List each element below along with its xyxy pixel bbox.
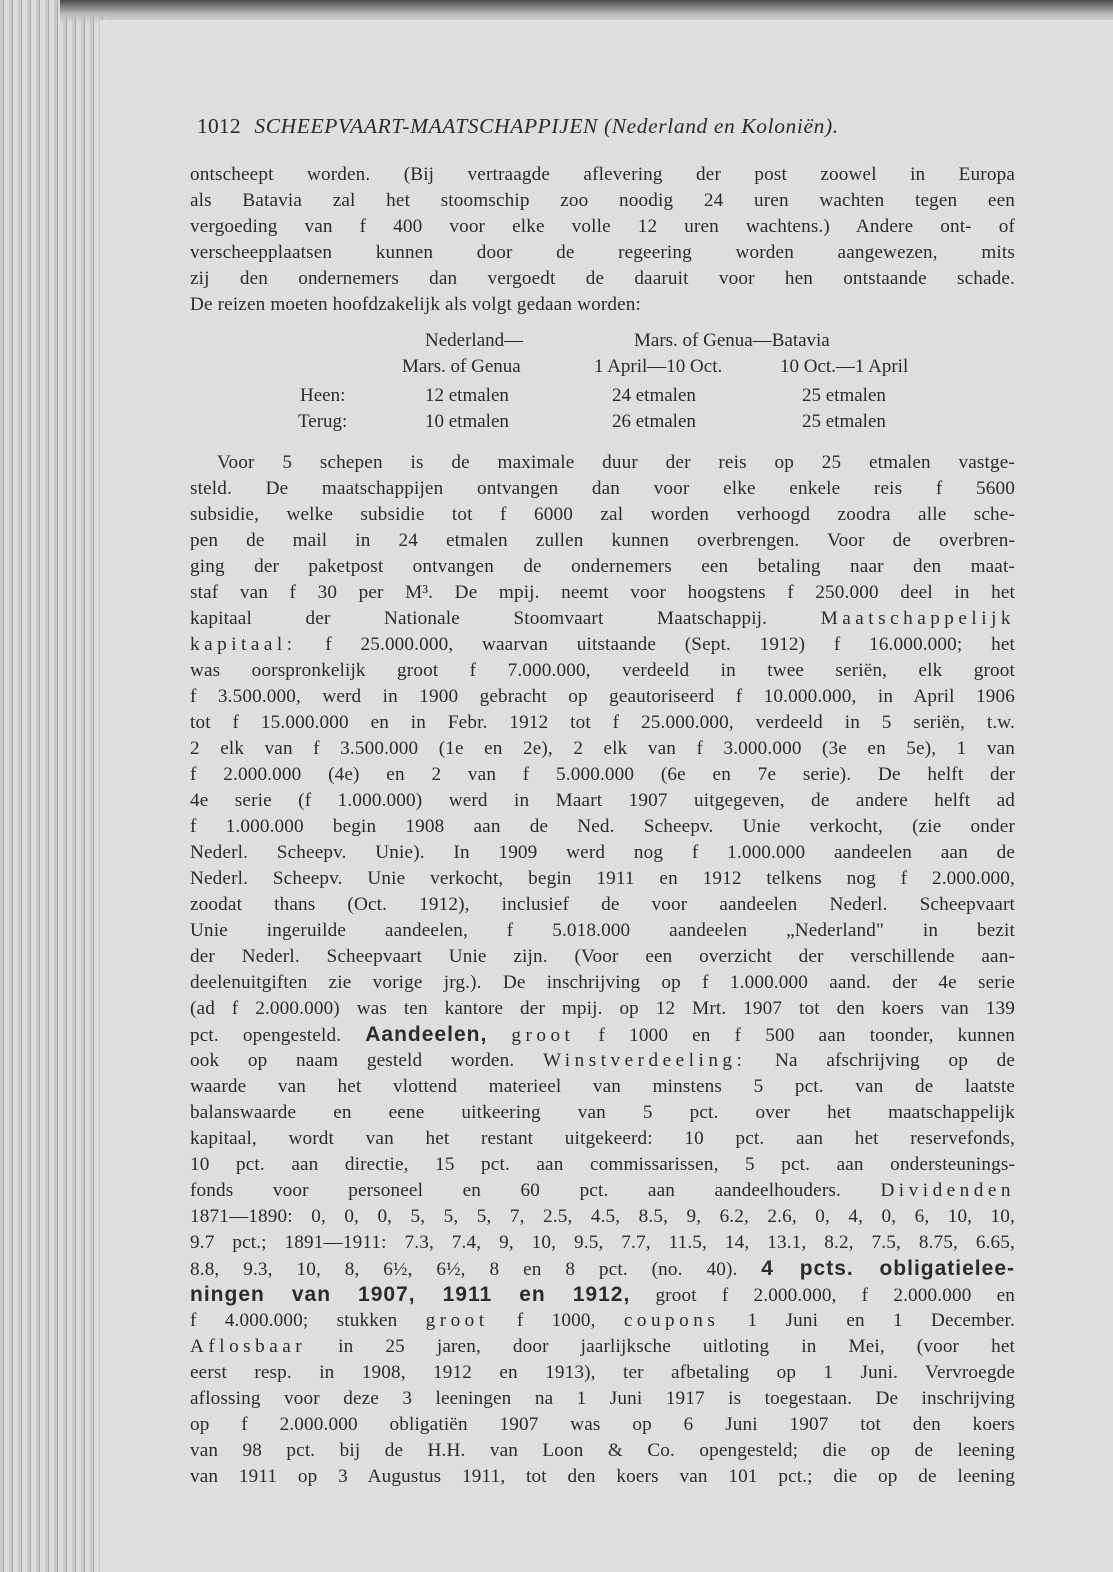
text-run: f 4.000.000; stukken: [190, 1310, 398, 1331]
text-line: tot f 15.000.000 en in Febr. 1912 tot f 25.000.000, verdeeld in 5 seriën, t.w.: [190, 712, 1015, 733]
text-line: als Batavia zal het stoomschip zoo noodig 24 uren wachten tegen een: [190, 190, 1015, 211]
spaced-term: Maatschappelijk: [820, 608, 1015, 629]
table-cell: 12 etmalen: [425, 385, 509, 406]
spaced-term: kapitaal:: [190, 634, 297, 655]
text-line: Voor 5 schepen is de maximale duur der reis op 25 etmalen vastge-: [217, 452, 1015, 473]
text-line: balanswaarde en eene uitkeering van 5 pct. over het maatschappelijk: [190, 1102, 1015, 1123]
text-line: Unie ingeruilde aandeelen, f 5.018.000 aandeelen „Nederland" in bezit: [190, 920, 1015, 941]
text-line: [190, 633, 1015, 657]
text-line: verscheepplaatsen kunnen door de regeering worden aangewezen, mits: [190, 242, 1015, 263]
text-line: (ad f 2.000.000) was ten kantore der mpij. op 12 Mrt. 1907 tot den koers van 139: [190, 998, 1015, 1019]
text-line: 9.7 pct.; 1891—1911: 7.3, 7.4, 9, 10, 9.5, 7.7, 11.5, 14, 13.1, 8.2, 7.5, 8.75, 6.65,: [190, 1232, 1015, 1253]
text-line: [190, 1309, 1015, 1333]
table-head: 1 April—10 Oct.: [594, 356, 723, 377]
text-run: pct. opengesteld.: [190, 1025, 342, 1046]
spaced-term: coupons: [623, 1310, 720, 1331]
table-head: Mars. of Genua—Batavia: [634, 330, 830, 351]
text-line: f 3.500.000, werd in 1900 gebracht op geautoriseerd f 10.000.000, in April 1906: [190, 686, 1015, 707]
text-line: aflossing voor deze 3 leeningen na 1 Juni 1917 is toegestaan. De inschrijving: [190, 1388, 1015, 1409]
text-run: fonds voor personeel en 60 pct. aan aandeelhouders.: [190, 1180, 841, 1201]
text-line: [190, 1179, 1015, 1203]
text-line: ontscheept worden. (Bij vertraagde aflevering der post zoowel in Europa: [190, 164, 1015, 185]
text-line: Nederl. Scheepv. Unie verkocht, begin 1911 en 1912 telkens nog f 2.000.000,: [190, 868, 1015, 889]
spaced-term: groot: [425, 1310, 489, 1331]
text-line: [190, 1257, 1015, 1281]
text-run: kapitaal der Nationale Stoomvaart Maatschappij.: [190, 608, 768, 629]
text-line: van 98 pct. bij de H.H. van Loon & Co. opengesteld; die op de leening: [190, 1440, 1015, 1461]
text-line: De reizen moeten hoofdzakelijk als volgt gedaan worden:: [190, 294, 641, 315]
text-run: f 1000 en f 500 aan toonder, kunnen: [598, 1025, 1015, 1046]
section-heading: Aandeelen,: [365, 1023, 488, 1046]
text-run: Na afschrijving op de: [775, 1050, 1016, 1071]
text-line: 1871—1890: 0, 0, 0, 5, 5, 5, 7, 2.5, 4.5, 8.5, 9, 6.2, 2.6, 0, 4, 0, 6, 10, 10,: [190, 1206, 1015, 1227]
text-line: eerst resp. in 1908, 1912 en 1913), ter afbetaling op 1 Juni. Vervroegde: [190, 1362, 1015, 1383]
section-heading: 4 pcts. obligatielee-: [761, 1257, 1015, 1280]
page-title: SCHEEPVAART-MAATSCHAPPIJEN (Nederland en Koloniën).: [254, 114, 839, 138]
text-run: 8.8, 9.3, 10, 8, 6½, 6½, 8 en 8 pct. (no. 40).: [190, 1259, 738, 1280]
text-run: 1 Juni en 1 December.: [747, 1310, 1015, 1331]
text-line: zij den ondernemers dan vergoedt de daaruit voor hen ontstaande schade.: [190, 268, 1015, 289]
section-heading: ningen van 1907, 1911 en 1912,: [190, 1283, 631, 1306]
row-label: Heen:: [300, 385, 346, 406]
text-line: [190, 1049, 1015, 1073]
text-line: f 2.000.000 (4e) en 2 van f 5.000.000 (6e en 7e serie). De helft der: [190, 764, 1015, 785]
row-label: Terug:: [298, 411, 348, 432]
text-line: vergoeding van f 400 voor elke volle 12 uren wachtens.) Andere ont- of: [190, 216, 1015, 237]
text-line: f 1.000.000 begin 1908 aan de Ned. Scheepv. Unie verkocht, (zie onder: [190, 816, 1015, 837]
text-line: van 1911 op 3 Augustus 1911, tot den koers van 101 pct.; die op de leening: [190, 1466, 1015, 1487]
table-head: Mars. of Genua: [402, 356, 521, 377]
spaced-term: Aflosbaar: [190, 1336, 307, 1357]
text-line: zoodat thans (Oct. 1912), inclusief de voor aandeelen Nederl. Scheepvaart: [190, 894, 1015, 915]
text-line: [190, 1283, 1015, 1307]
table-head: 10 Oct.—1 April: [780, 356, 909, 377]
running-head: [197, 114, 839, 139]
text-line: waarde van het vlottend materieel van minstens 5 pct. van de laatste: [190, 1076, 1015, 1097]
text-run: groot f 2.000.000, f 2.000.000 en: [655, 1285, 1015, 1306]
page-number: 1012: [197, 114, 241, 138]
text-line: kapitaal, wordt van het restant uitgekeerd: 10 pct. aan het reservefonds,: [190, 1128, 1015, 1149]
text-run: f 25.000.000, waarvan uitstaande (Sept. 1912) f 16.000.000; het: [325, 634, 1015, 655]
spaced-term: Dividenden: [880, 1180, 1015, 1201]
text-run: f 1000,: [516, 1310, 596, 1331]
text-line: deelenuitgiften zie vorige jrg.). De inschrijving op f 1.000.000 aand. der 4e serie: [190, 972, 1015, 993]
spaced-term: groot: [511, 1025, 575, 1046]
text-line: [190, 607, 1015, 631]
table-cell: 25 etmalen: [802, 385, 886, 406]
table-cell: 25 etmalen: [802, 411, 886, 432]
table-cell: 24 etmalen: [612, 385, 696, 406]
text-line: ging der paketpost ontvangen de ondernemers een betaling naar den maat-: [190, 556, 1015, 577]
table-cell: 10 etmalen: [425, 411, 509, 432]
text-line: steld. De maatschappijen ontvangen dan voor elke enkele reis f 5600: [190, 478, 1015, 499]
book-page-edges: [0, 0, 110, 1572]
text-run: ook op naam gesteld worden.: [190, 1050, 515, 1071]
text-line: [190, 1335, 1015, 1359]
text-line: Nederl. Scheepv. Unie). In 1909 werd nog f 1.000.000 aandeelen aan de: [190, 842, 1015, 863]
text-line: was oorspronkelijk groot f 7.000.000, verdeeld in twee seriën, elk groot: [190, 660, 1015, 681]
text-line: pen de mail in 24 etmalen zullen kunnen overbrengen. Voor de overbren-: [190, 530, 1015, 551]
text-line: [190, 1023, 1015, 1047]
text-line: 10 pct. aan directie, 15 pct. aan commissarissen, 5 pct. aan ondersteunings-: [190, 1154, 1015, 1175]
text-line: subsidie, welke subsidie tot f 6000 zal worden verhoogd zoodra alle sche-: [190, 504, 1015, 525]
spaced-term: Winstverdeeling:: [542, 1050, 747, 1071]
text-run: in 25 jaren, door jaarlijksche uitloting in Mei, (voor het: [338, 1336, 1015, 1357]
table-cell: 26 etmalen: [612, 411, 696, 432]
text-line: 4e serie (f 1.000.000) werd in Maart 1907 uitgegeven, de andere helft ad: [190, 790, 1015, 811]
text-line: 2 elk van f 3.500.000 (1e en 2e), 2 elk van f 3.000.000 (3e en 5e), 1 van: [190, 738, 1015, 759]
text-line: der Nederl. Scheepvaart Unie zijn. (Voor een overzicht der verschillende aan-: [190, 946, 1015, 967]
text-line: op f 2.000.000 obligatiën 1907 was op 6 Juni 1907 tot den koers: [190, 1414, 1015, 1435]
table-head: Nederland—: [425, 330, 524, 351]
text-line: staf van f 30 per M³. De mpij. neemt voor hoogstens f 250.000 deel in het: [190, 582, 1015, 603]
